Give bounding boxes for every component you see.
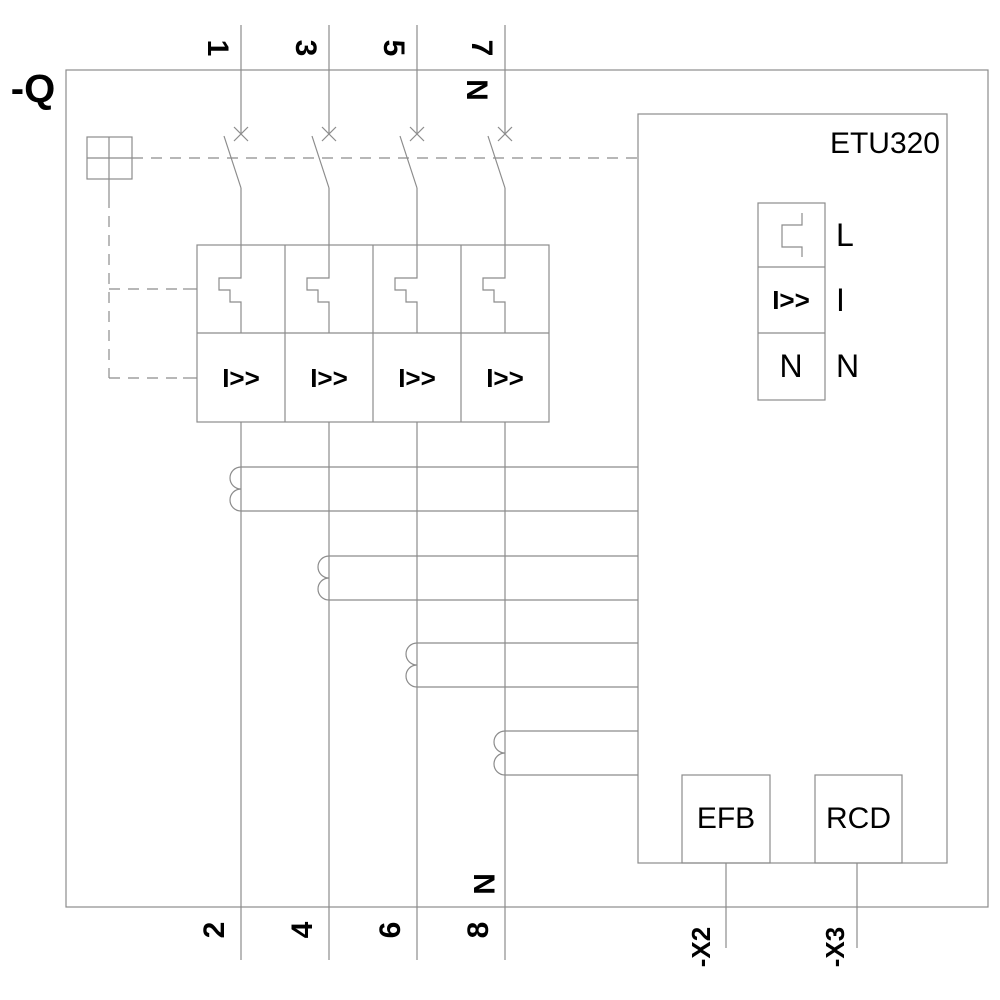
function-box-n: N	[779, 348, 803, 384]
terminal-label-top-1: 1	[201, 39, 234, 57]
pole-1-conductor	[219, 25, 638, 960]
long-time-trip-icon	[395, 245, 417, 333]
breaker-designation: -Q	[10, 67, 56, 111]
current-sensor-icon	[406, 643, 417, 687]
neutral-label-top: N	[460, 79, 493, 101]
terminal-label-top-3: 3	[289, 39, 322, 57]
long-time-trip-icon	[782, 213, 802, 257]
terminal-label-bottom-4: 4	[286, 921, 319, 939]
pole-trip-label: I>>	[222, 363, 260, 393]
long-time-trip-icon	[307, 245, 329, 333]
function-label-l: L	[836, 217, 854, 253]
terminal-label-top-5: 5	[377, 39, 410, 57]
terminal-x3-label: -X3	[820, 926, 850, 968]
pole-trip-label: I>>	[486, 363, 524, 393]
pole-trip-label: I>>	[398, 363, 436, 393]
current-sensor-icon	[230, 467, 241, 511]
pole-4-conductor	[483, 25, 638, 960]
neutral-label-bottom: N	[467, 873, 500, 895]
rcd-module-label: RCD	[826, 802, 891, 835]
function-label-n: N	[836, 348, 860, 384]
function-label-i: I	[836, 282, 845, 318]
terminal-label-bottom-2: 2	[198, 921, 231, 939]
terminal-x2-label: -X2	[686, 926, 716, 968]
terminal-label-bottom-8: 8	[462, 921, 495, 939]
function-box-i: I>>	[772, 285, 810, 315]
current-sensor-icon	[494, 731, 505, 775]
current-sensor-icon	[318, 556, 329, 600]
pole-trip-label: I>>	[310, 363, 348, 393]
efb-module-label: EFB	[696, 802, 756, 835]
operating-mechanism-icon	[87, 137, 132, 197]
terminal-label-bottom-6: 6	[374, 921, 407, 939]
pole-2-conductor	[307, 25, 638, 960]
terminal-label-top-7: 7	[465, 39, 498, 57]
etu-title: ETU320	[829, 127, 940, 160]
long-time-trip-icon	[219, 245, 241, 333]
pole-3-conductor	[395, 25, 638, 960]
long-time-trip-icon	[483, 245, 505, 333]
etu-box	[638, 114, 947, 863]
